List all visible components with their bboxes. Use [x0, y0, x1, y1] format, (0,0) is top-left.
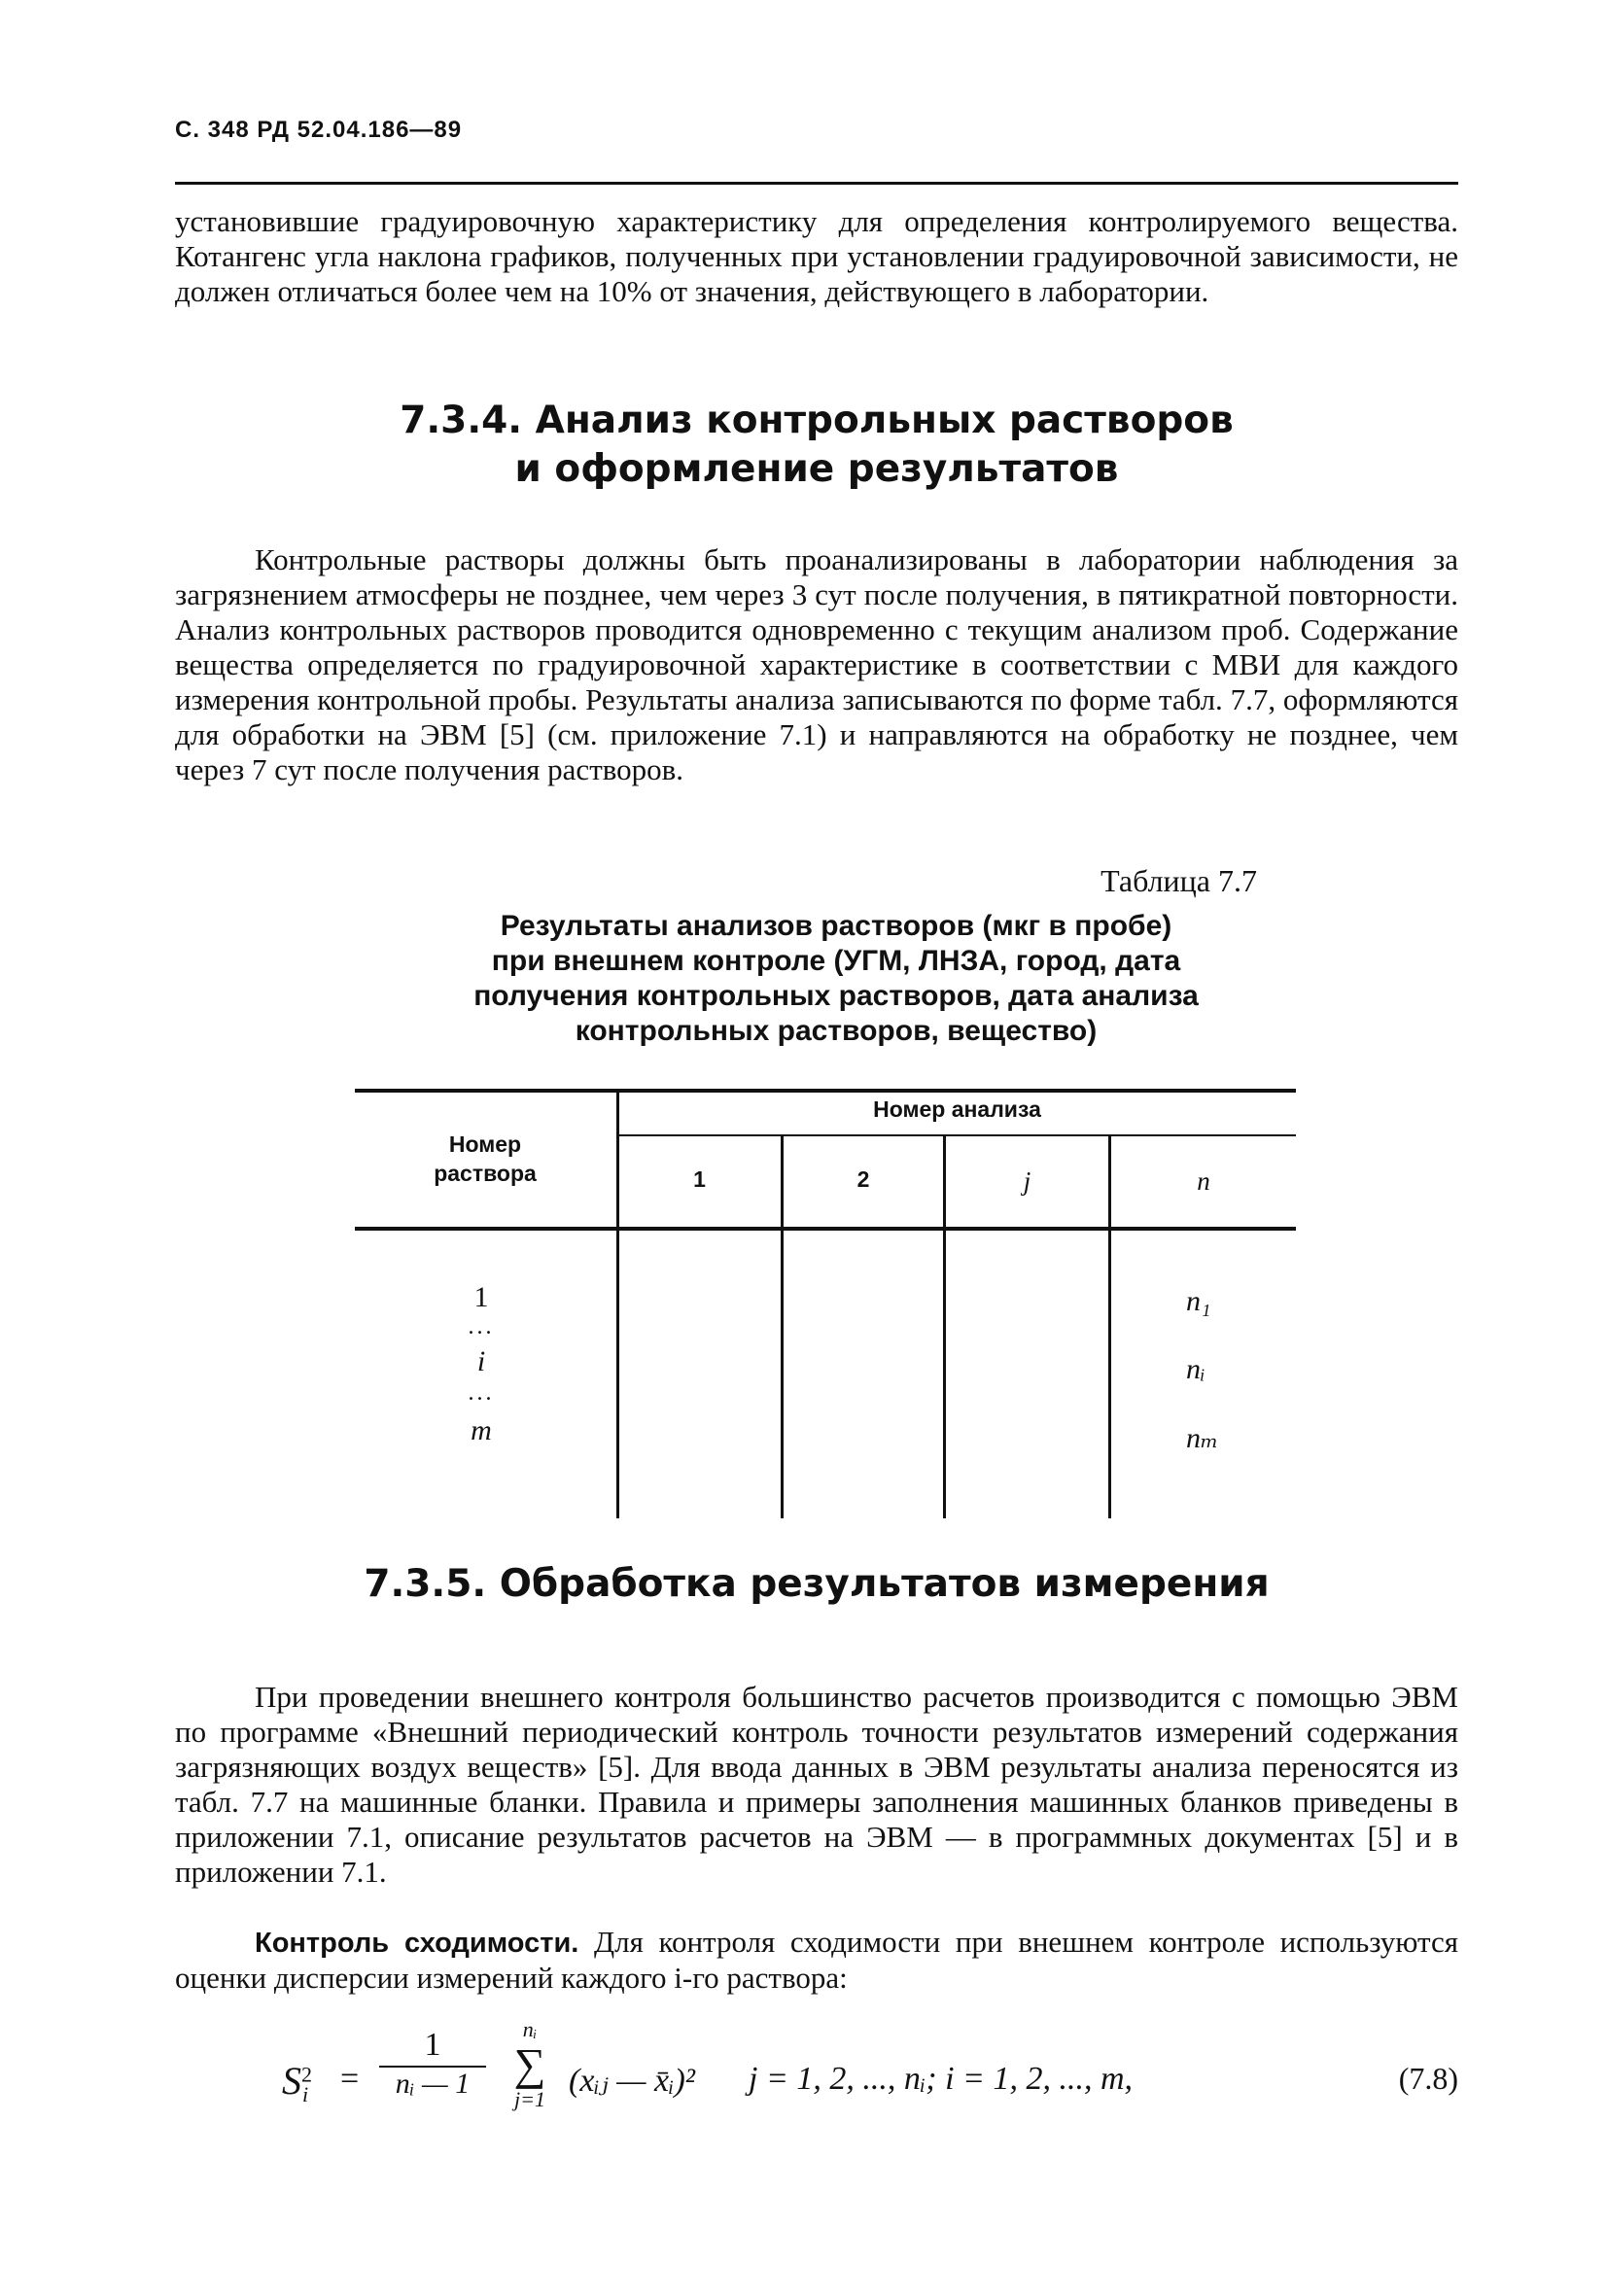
row-label: m	[471, 1414, 492, 1446]
table-group-rule	[617, 1134, 1296, 1136]
sigma-symbol: ∑	[513, 2039, 546, 2089]
sum-upper-limit: nᵢ	[522, 2017, 538, 2041]
row-ellipsis: ...	[468, 1380, 495, 1406]
caption-line: получения контрольных растворов, дата анализа	[473, 980, 1199, 1012]
caption-line: контрольных растворов, вещество)	[575, 1015, 1098, 1047]
formula-number: (7.8)	[1398, 2061, 1458, 2096]
formula-lhs-sub: i	[302, 2081, 309, 2106]
row-header-line1: Номер	[448, 1131, 522, 1157]
sum-lower-limit: j=1	[514, 2087, 545, 2111]
formula-body: (xᵢⱼ — x̄ᵢ)²	[569, 2063, 695, 2099]
formula-lhs	[282, 2058, 312, 2107]
row-header-line2: раствора	[434, 1161, 537, 1186]
formula-7-8	[282, 2017, 1458, 2124]
header-rule	[175, 182, 1458, 185]
group-header: Номер анализа	[873, 1096, 1041, 1122]
row-last-value: n₁	[1186, 1285, 1211, 1317]
section-734-title-line1: 7.3.4. Анализ контрольных растворов	[400, 399, 1234, 442]
convergence-paragraph	[175, 1925, 1458, 1996]
row-label: 1	[473, 1281, 489, 1313]
table-col-divider	[781, 1135, 784, 1518]
col-header-j: j	[1023, 1166, 1031, 1196]
formula-sum	[501, 2017, 559, 2112]
section-735-paragraph: При проведении внешнего контроля большинство расчетов производится с помощью ЭВМ по программе «Внешний периодический контроль точности результатов измерений содержания загрязняющих воздух веществ» [5]. Для ввода данных в ЭВМ результаты анализа переносятся из табл. 7.7 на машинные бланки. Правила и примеры заполнения машинных бланков приведены в приложении 7.1, описание результатов расчетов на ЭВМ — в программных документах [5] и в приложении 7.1.	[175, 1680, 1458, 1889]
formula-eq: =	[340, 2061, 360, 2097]
section-734-paragraph: Контрольные растворы должны быть проанализированы в лаборатории наблюдения за загрязнением атмосферы не позднее, чем через 3 сут после получения, в пятикратной повторности. Анализ контрольных растворов проводится одновременно с текущим анализом проб. Содержание вещества определяется по градуировочной характеристике в соответствии с МВИ для каждого измерения контрольной пробы. Результаты анализа записываются по форме табл. 7.7, оформляются для обработки на ЭВМ [5] (см. приложение 7.1) и направляются на обработку не позднее, чем через 7 сут после получения растворов.	[175, 542, 1458, 786]
caption-line: при внешнем контроле (УГМ, ЛНЗА, город, дата	[491, 945, 1181, 977]
formula-ranges: j = 1, 2, ..., nᵢ; i = 1, 2, ..., m,	[749, 2061, 1134, 2097]
table-label: Таблица 7.7	[1100, 863, 1257, 898]
intro-paragraph: установившие градуировочную характеристику для определения контролируемого вещества. Котангенс угла наклона графиков, полученных при установлении градуировочной зависимости, не должен отличаться более чем на 10% от значения, действующего в лаборатории.	[175, 204, 1458, 308]
row-last-value: nₘ	[1186, 1422, 1219, 1454]
caption-line: Результаты анализов растворов (мкг в пробе)	[500, 910, 1172, 942]
table-caption	[350, 909, 1322, 1049]
formula-lhs-symbol: S	[282, 2059, 301, 2103]
col-header-1: 1	[693, 1166, 706, 1192]
section-734-title-line2: и оформление результатов	[514, 447, 1119, 491]
row-ellipsis: ...	[468, 1314, 495, 1339]
convergence-lead: Контроль сходимости.	[255, 1928, 579, 1959]
row-header-cell	[355, 1130, 615, 1188]
fraction-numerator: 1	[379, 2027, 486, 2068]
section-735-title: 7.3.5. Обработка результатов измерения	[364, 1562, 1270, 1606]
section-734-title	[175, 397, 1458, 494]
col-header-2: 2	[856, 1166, 870, 1192]
formula-fraction	[379, 2027, 486, 2101]
table-col-divider	[616, 1091, 619, 1518]
convergence-text: Для контроля сходимости при внешнем контроле используются оценки дисперсии измерений каждого i-го раствора:	[175, 1925, 1458, 1995]
fraction-denominator: nᵢ — 1	[395, 2068, 471, 2100]
formula-lhs-sup: 2	[301, 2062, 312, 2087]
col-header-n: n	[1197, 1166, 1210, 1196]
row-label: i	[476, 1345, 486, 1377]
row-last-value: nᵢ	[1186, 1353, 1205, 1385]
page-header: С. 348 РД 52.04.186—89	[175, 117, 463, 143]
table-header-rule	[355, 1227, 1296, 1231]
